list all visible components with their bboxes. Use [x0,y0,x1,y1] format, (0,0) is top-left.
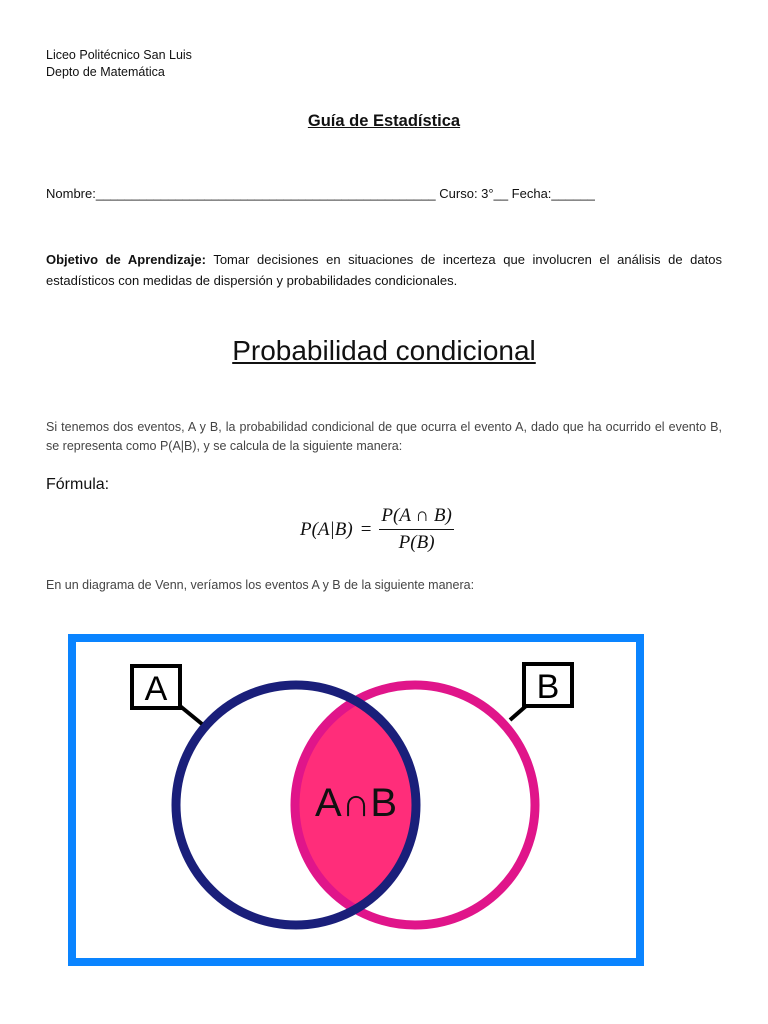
objective-label: Objetivo de Aprendizaje: [46,252,206,267]
formula-numerator: P(A ∩ B) [379,505,453,530]
guide-title: Guía de Estadística [307,112,461,130]
formula-denominator: P(B) [398,532,435,553]
intro-paragraph: Si tenemos dos eventos, A y B, la probabilidad condicional de que ocurra el evento A, dado que ha ocurrido el evento B, se representa como P(A|B), y se calcula de la siguiente manera: [46,420,722,453]
conditional-probability-formula [300,505,454,554]
venn-diagram [68,634,644,966]
header [46,47,192,81]
formula-fraction [379,505,453,554]
section-title: Probabilidad condicional [232,335,536,366]
department-name: Depto de Matemática [46,65,165,79]
formula-lhs: P(A|B) [300,518,353,540]
venn-intro: En un diagrama de Venn, veríamos los eventos A y B de la siguiente manera: [46,578,475,592]
student-form-line: Nombre:_______________________________________________ Curso: 3°__ Fecha:______ [46,186,595,201]
learning-objective [46,249,722,291]
label-a: A [144,670,168,708]
label-intersection: A∩B [314,781,398,825]
school-name: Liceo Politécnico San Luis [46,48,192,62]
formula-equals: = [360,518,372,540]
formula-label: Fórmula: [46,476,110,493]
objective-text: Tomar decisiones en situaciones de incerteza que involucren el análisis de datos estadísticos con medidas de dispersión y probabilidades condicionales. [46,252,722,288]
label-b: B [536,668,560,706]
